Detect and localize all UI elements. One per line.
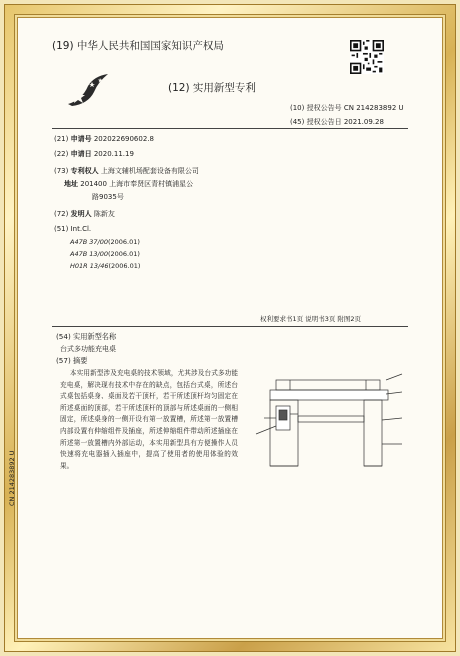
utility-model-title: 台式多功能充电桌 xyxy=(60,345,116,353)
ipc-class-3: H01R 13/46(2006.01) xyxy=(70,262,141,270)
issuing-authority: (19) 中华人民共和国国家知识产权局 xyxy=(52,40,224,52)
patent-certificate-page xyxy=(18,18,442,638)
qr-code-icon xyxy=(350,40,384,74)
inventor-field: (72) 发明人 陈新友 xyxy=(54,210,115,218)
document-type: (12) 实用新型专利 xyxy=(168,82,256,94)
header-rule xyxy=(52,128,408,129)
page-summary: 权利要求书1页 说明书3页 附图2页 xyxy=(260,315,362,323)
application-number-field: (21) 申请号 202022690602.8 xyxy=(54,135,154,143)
abstract-heading: (57) 摘要 xyxy=(56,356,88,365)
charging-desk-drawing xyxy=(246,364,410,474)
int-cl-field: (51) Int.Cl. xyxy=(54,225,92,233)
address-line2: 路9035号 xyxy=(92,193,124,201)
publication-number: (10) 授权公告号 CN 214283892 U xyxy=(290,104,404,112)
ipc-class-1: A47B 37/00(2006.01) xyxy=(70,238,140,246)
patentee-field: (73) 专利权人 上海文辅机场配套设备有限公司 xyxy=(54,167,199,175)
cnipa-emblem-icon xyxy=(64,70,114,110)
abstract-rule xyxy=(52,326,408,327)
utility-model-title-label: (54) 实用新型名称 xyxy=(56,332,117,341)
abstract-text: 本实用新型涉及充电桌的技术领域，尤其涉及台式多功能充电桌，解决现有技术中存在的缺点，包括台式桌，所述台式桌包括桌身、桌面及若干顶杆，若干所述顶杆均匀固定在所述桌面的顶部，若干所述顶杆的顶部与所述桌面的一侧相固定，所述桌身的一侧开设有第一放置槽，所述第一放置槽内部设置有伸缩组件及插座，所述伸缩组件带动所述插座在所述第一放置槽内外部运动，本实用新型具有方便操作人员快速将充电器插入插座中，提高了使用者的使用体验的效果。 xyxy=(60,369,238,470)
filing-date-field: (22) 申请日 2020.11.19 xyxy=(54,150,134,158)
ipc-class-2: A47B 13/00(2006.01) xyxy=(70,250,140,258)
publication-date: (45) 授权公告日 2021.09.28 xyxy=(290,118,384,126)
address-field: 地址 201400 上海市奉贤区青村镇浦星公 xyxy=(64,180,194,188)
side-publication-number: CN 214283892 U xyxy=(8,450,16,506)
